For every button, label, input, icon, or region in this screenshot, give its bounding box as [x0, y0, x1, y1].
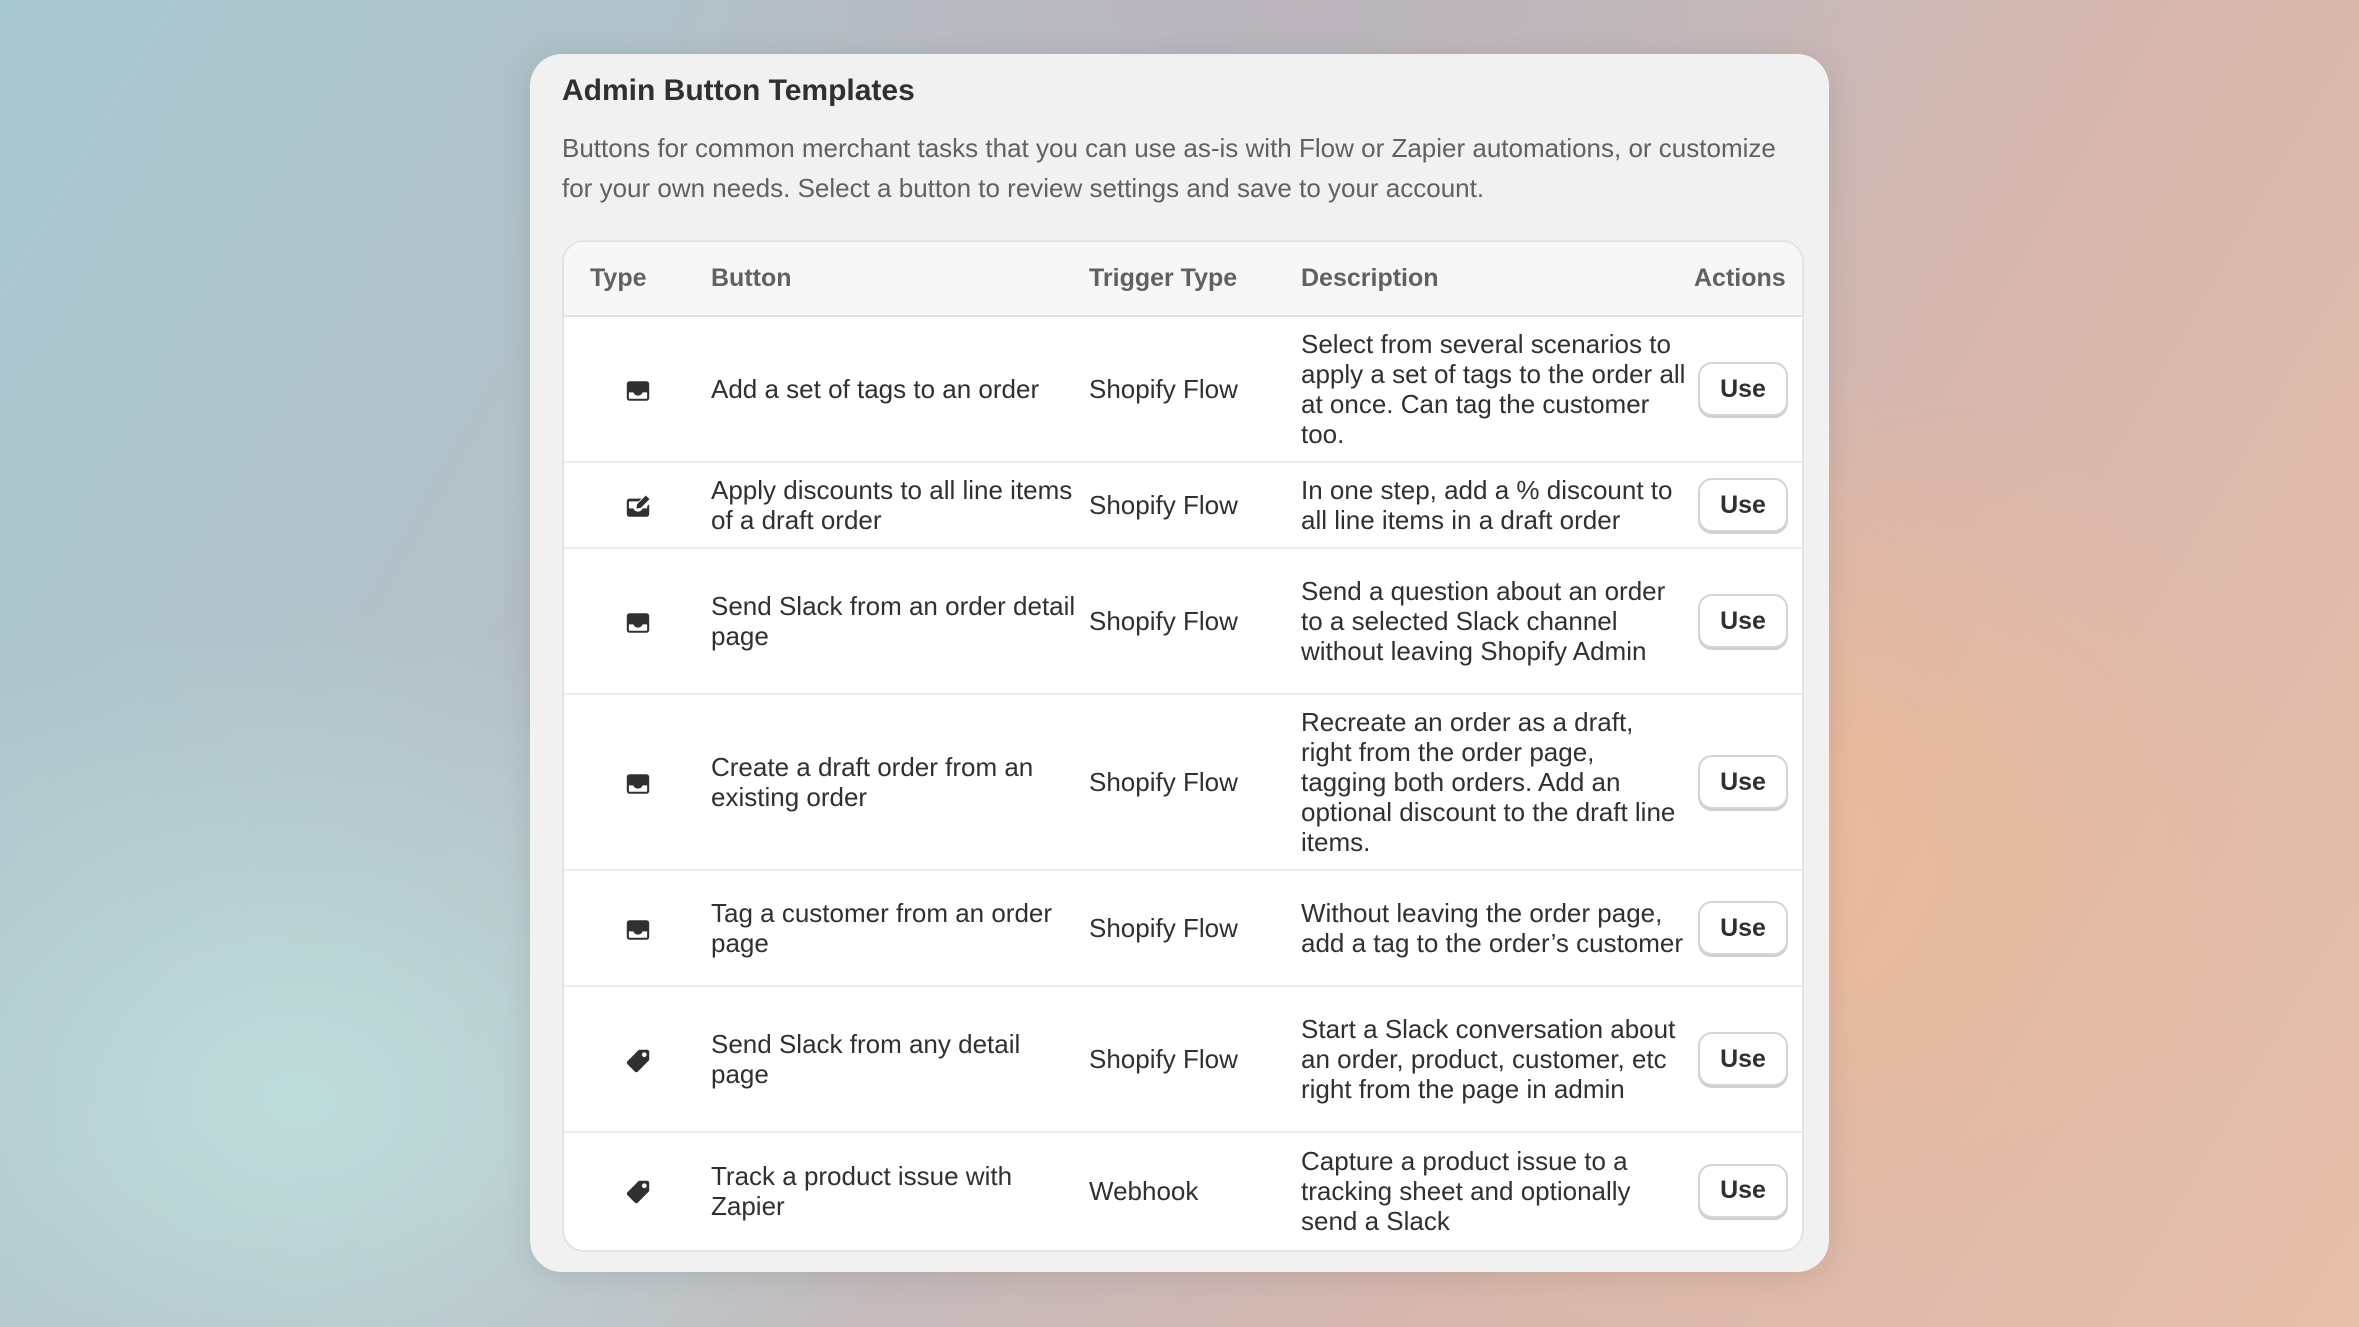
tag-icon	[624, 1047, 652, 1075]
header-trigger-type: Trigger Type	[1089, 242, 1301, 316]
header-type: Type	[564, 242, 711, 316]
row-description: Start a Slack conversation about an order, product, customer, etc right from the page in admin	[1301, 986, 1694, 1132]
table-row	[564, 548, 1802, 694]
row-description: Capture a product issue to a tracking sheet and optionally send a Slack	[1301, 1145, 1631, 1236]
use-button[interactable]: Use	[1698, 1032, 1788, 1086]
row-button-name: Send Slack from any detail page	[711, 986, 1089, 1132]
table-row	[564, 316, 1802, 462]
row-trigger-type: Shopify Flow	[1089, 986, 1301, 1132]
row-description: Send a question about an order to a selected Slack channel without leaving Shopify Admin	[1301, 548, 1694, 694]
use-button[interactable]: Use	[1698, 362, 1788, 416]
order-icon	[624, 377, 652, 405]
use-button[interactable]: Use	[1698, 594, 1788, 648]
templates-table	[564, 242, 1802, 1248]
templates-table-container	[562, 240, 1804, 1252]
order-icon	[624, 609, 652, 637]
draft-order-icon	[624, 493, 652, 521]
tag-icon	[624, 1178, 652, 1206]
use-button[interactable]: Use	[1698, 478, 1788, 532]
table-header-row	[564, 242, 1802, 316]
use-button[interactable]: Use	[1698, 755, 1788, 809]
admin-button-templates-card	[530, 54, 1829, 1272]
row-button-name: Create a draft order from an existing order	[711, 694, 1089, 870]
row-button-name: Apply discounts to all line items of a draft order	[711, 462, 1089, 548]
header-description: Description	[1301, 242, 1694, 316]
row-trigger-type: Shopify Flow	[1089, 548, 1301, 694]
row-description: Recreate an order as a draft, right from the order page, tagging both orders. Add an optional discount to the draft line items.	[1301, 694, 1694, 870]
row-button-name: Track a product issue with Zapier	[711, 1160, 1013, 1221]
table-row	[564, 462, 1802, 548]
row-trigger-type: Shopify Flow	[1089, 316, 1301, 462]
table-row	[564, 870, 1802, 986]
table-row	[564, 986, 1802, 1132]
card-description: Buttons for common merchant tasks that you can use as-is with Flow or Zapier automations, or customize for your own needs. Select a button to review settings and save to your account.	[562, 133, 1776, 203]
header-actions: Actions	[1694, 242, 1802, 316]
row-trigger-type: Shopify Flow	[1089, 694, 1301, 870]
row-trigger-type: Shopify Flow	[1089, 462, 1301, 548]
row-button-name: Send Slack from an order detail page	[711, 548, 1089, 694]
row-trigger-type: Shopify Flow	[1089, 870, 1301, 986]
row-description: Select from several scenarios to apply a set of tags to the order all at once. Can tag the customer too.	[1301, 316, 1694, 462]
use-button[interactable]: Use	[1698, 901, 1788, 955]
header-button: Button	[711, 242, 1089, 316]
card-title: Admin Button Templates	[562, 74, 915, 107]
use-button[interactable]: Use	[1698, 1164, 1788, 1218]
row-description: In one step, add a % discount to all line items in a draft order	[1301, 462, 1694, 548]
row-trigger-type: Webhook	[1089, 1175, 1199, 1206]
order-icon	[624, 770, 652, 798]
row-description: Without leaving the order page, add a tag to the order’s customer	[1301, 870, 1694, 986]
table-row	[564, 694, 1802, 870]
row-button-name: Add a set of tags to an order	[711, 316, 1089, 462]
row-button-name: Tag a customer from an order page	[711, 870, 1089, 986]
order-icon	[624, 916, 652, 944]
table-row	[564, 1132, 1802, 1248]
